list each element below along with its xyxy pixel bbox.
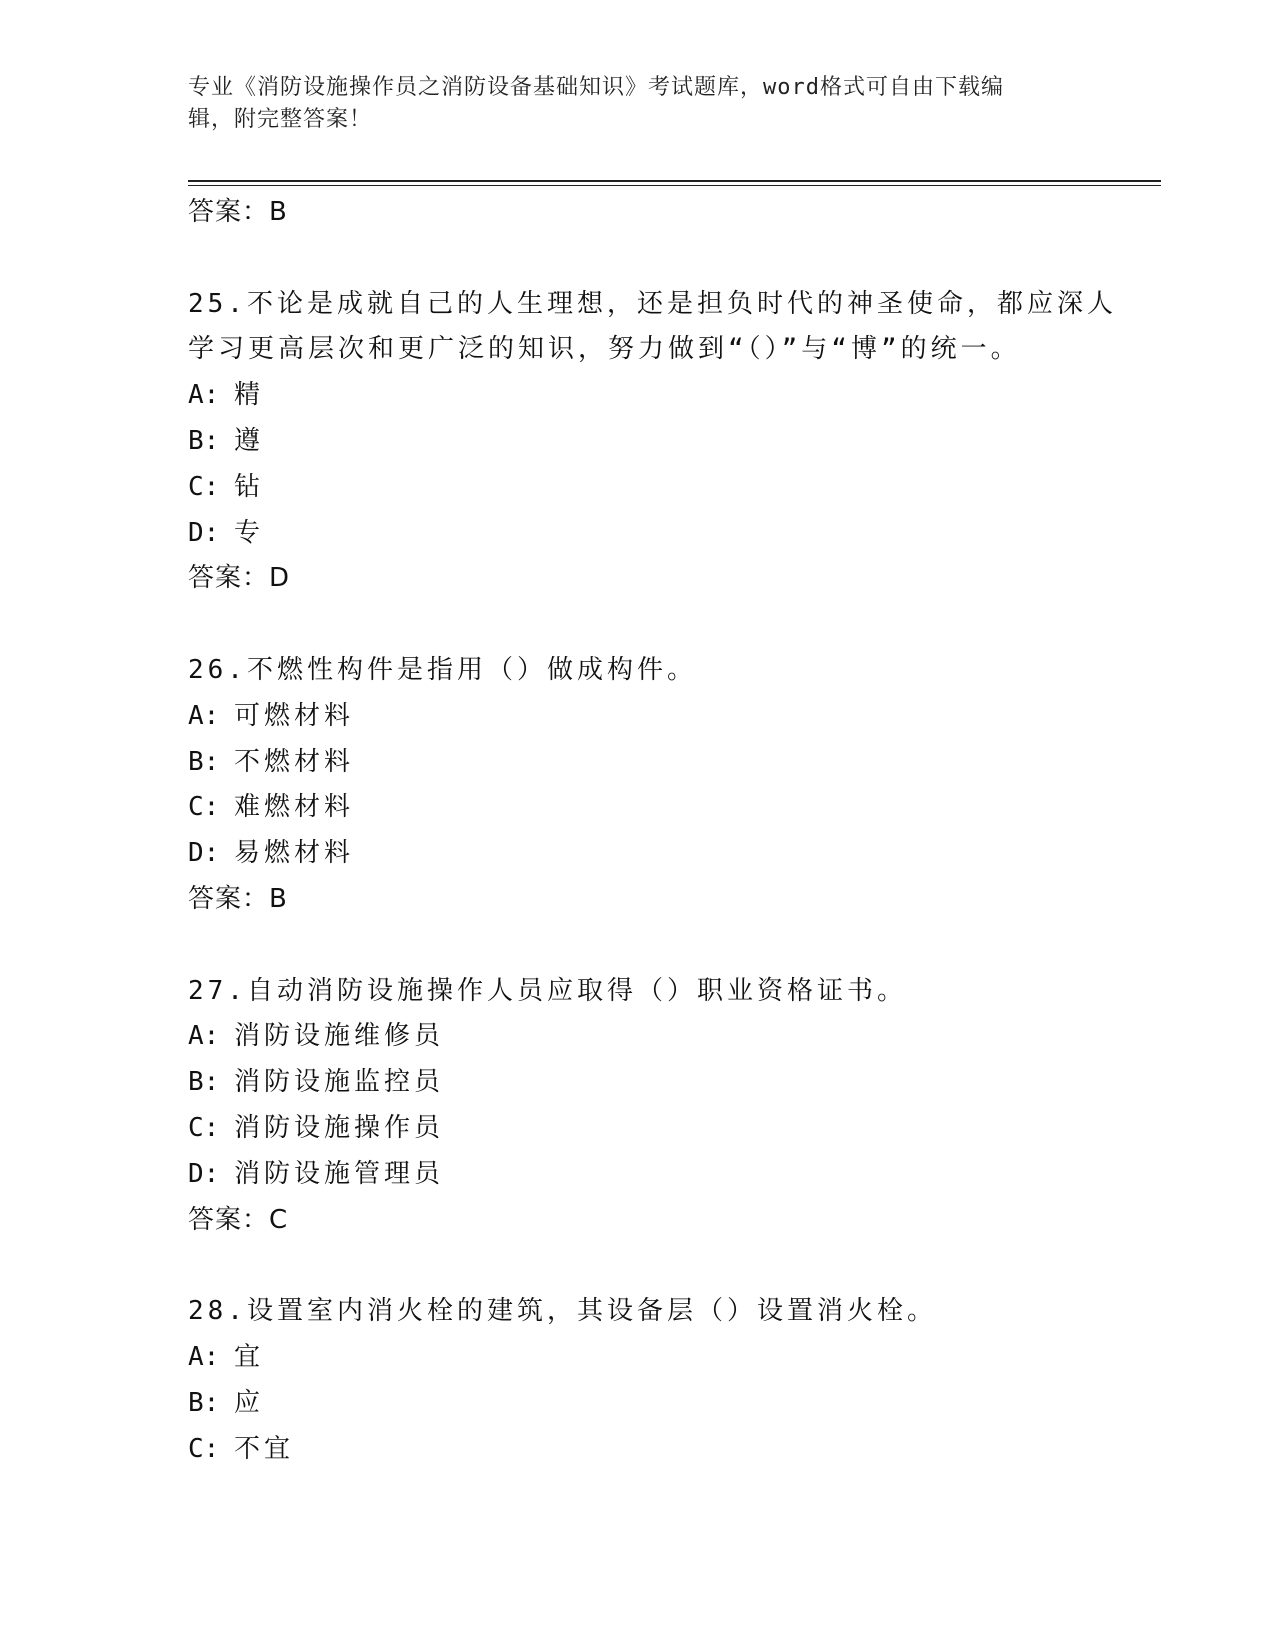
option-letter: D:	[188, 838, 220, 869]
option-letter: B:	[188, 1387, 220, 1418]
header-text-line-2: 辑，附完整答案！	[188, 107, 373, 132]
question-27	[188, 969, 1128, 1244]
option-text: 消防设施监控员	[234, 1067, 445, 1098]
option-a	[188, 373, 1128, 419]
option-text: 钻	[234, 471, 265, 502]
option-b	[188, 1060, 1128, 1106]
option-a	[188, 1014, 1128, 1060]
page-header	[188, 72, 1078, 136]
answer: 答案：C	[188, 1204, 289, 1235]
option-letter: D:	[188, 1158, 220, 1189]
question-list	[188, 190, 1128, 1472]
question-stem-line: 26.不燃性构件是指用（）做成构件。	[188, 654, 697, 685]
option-d	[188, 511, 1128, 557]
option-text: 精	[234, 380, 265, 411]
option-text: 可燃材料	[234, 700, 355, 731]
header-divider	[188, 180, 1161, 186]
option-letter: A:	[188, 1341, 220, 1372]
option-d	[188, 1152, 1128, 1198]
option-text: 应	[234, 1387, 265, 1418]
option-letter: C:	[188, 792, 220, 823]
option-letter: C:	[188, 1112, 220, 1143]
option-letter: A:	[188, 1021, 220, 1052]
question-stem-line: 28.设置室内消火栓的建筑，其设备层（）设置消火栓。	[188, 1296, 937, 1327]
option-c	[188, 1427, 1128, 1473]
option-text: 不宜	[234, 1433, 295, 1464]
spacer	[188, 236, 1128, 282]
question-stem-line: 学习更高层次和更广泛的知识，努力做到“（）”与“博”的统一。	[188, 334, 1021, 365]
option-letter: B:	[188, 425, 220, 456]
option-text: 遵	[234, 425, 265, 456]
option-c	[188, 785, 1128, 831]
answer: 答案：B	[188, 883, 288, 914]
option-letter: B:	[188, 746, 220, 777]
option-letter: A:	[188, 380, 220, 411]
spacer	[188, 1243, 1128, 1289]
option-c	[188, 465, 1128, 511]
option-text: 难燃材料	[234, 792, 355, 823]
option-letter: A:	[188, 700, 220, 731]
option-text: 易燃材料	[234, 838, 355, 869]
option-b	[188, 419, 1128, 465]
option-letter: C:	[188, 1433, 220, 1464]
question-stem-line: 25.不论是成就自己的人生理想，还是担负时代的神圣使命，都应深人	[188, 288, 1117, 319]
option-text: 宜	[234, 1341, 265, 1372]
question-stem-line: 27.自动消防设施操作人员应取得（）职业资格证书。	[188, 975, 907, 1006]
question-26	[188, 648, 1128, 923]
option-text: 不燃材料	[234, 746, 355, 777]
option-letter: C:	[188, 471, 220, 502]
option-d	[188, 831, 1128, 877]
option-text: 消防设施管理员	[234, 1158, 445, 1189]
option-text: 消防设施操作员	[234, 1112, 445, 1143]
option-text: 消防设施维修员	[234, 1021, 445, 1052]
option-letter: B:	[188, 1067, 220, 1098]
question-28	[188, 1289, 1128, 1472]
option-a	[188, 694, 1128, 740]
previous-answer: 答案：B	[188, 197, 288, 227]
option-text: 专	[234, 517, 265, 548]
option-letter: D:	[188, 517, 220, 548]
header-text-line-1: 专业《消防设施操作员之消防设备基础知识》考试题库，word格式可自由下载编	[188, 75, 1004, 100]
option-a	[188, 1335, 1128, 1381]
option-c	[188, 1106, 1128, 1152]
option-b	[188, 740, 1128, 786]
option-b	[188, 1381, 1128, 1427]
question-25	[188, 282, 1128, 603]
spacer	[188, 602, 1128, 648]
spacer	[188, 923, 1128, 969]
answer: 答案：D	[188, 563, 291, 594]
